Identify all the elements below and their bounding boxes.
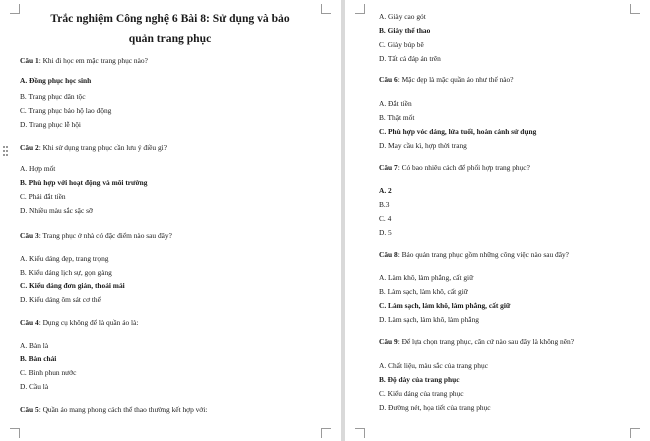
answer-correct: B. Bàn chải	[20, 354, 57, 363]
answer-correct: C. Làm sạch, làm khô, làm phẳng, cất giữ	[379, 301, 511, 310]
crop-mark	[355, 428, 365, 438]
answer-option: B. Kiểu dáng lịch sự, gọn gàng	[20, 268, 112, 277]
answer-option: D. Kiểu dáng ôm sát cơ thể	[20, 295, 101, 304]
answer-option: B. Trang phục dân tộc	[20, 92, 86, 101]
answer-correct: A. Đồng phục học sinh	[20, 76, 92, 85]
crop-mark	[10, 428, 20, 438]
answer-option: C. Trang phục bảo hộ lao động	[20, 106, 112, 115]
answer-correct: B. Độ dày của trang phục	[379, 375, 460, 384]
answer-option: C. Phải đắt tiền	[20, 192, 66, 201]
answer-option: D. Trang phục lễ hội	[20, 120, 81, 129]
answer-option: A. Chất liệu, màu sắc của trang phục	[379, 361, 488, 370]
question-7: Câu 7: Có bao nhiêu cách để phối hợp trang phục?	[379, 163, 530, 172]
answer-option: D. Đường nét, họa tiết của trang phục	[379, 403, 491, 412]
answer-option: A. Hợp mốt	[20, 164, 56, 173]
document-page-right	[345, 0, 650, 441]
answer-option: C. Bình phun nước	[20, 368, 77, 377]
crop-mark	[321, 4, 331, 14]
answer-option: D. May cầu kì, hợp thời trang	[379, 141, 467, 150]
drag-handle-icon[interactable]	[3, 146, 9, 156]
answer-option: D. Tất cả đáp án trên	[379, 54, 441, 63]
answer-option: A. Kiểu dáng đẹp, trang trọng	[20, 254, 109, 263]
crop-mark	[630, 428, 640, 438]
answer-option: B. Thật mốt	[379, 113, 415, 122]
answer-correct: A. 2	[379, 186, 392, 195]
answer-option: D. Cầu là	[20, 382, 49, 391]
question-2: Câu 2: Khi sử dụng trang phục cần lưu ý điều gì?	[20, 143, 167, 152]
question-1: Câu 1: Khi đi học em mặc trang phục nào?	[20, 56, 148, 65]
doc-title-line-2: quản trang phục	[128, 32, 212, 45]
crop-mark	[321, 428, 331, 438]
answer-correct: C. Phù hợp vóc dáng, lứa tuổi, hoàn cảnh sử dụng	[379, 127, 537, 136]
answer-option: C. Kiểu dáng của trang phục	[379, 389, 464, 398]
answer-correct: C. Kiểu dáng đơn giản, thoải mái	[20, 281, 125, 290]
crop-mark	[10, 4, 20, 14]
answer-correct: B. Giày thể thao	[379, 26, 431, 35]
answer-option: D. Nhiều màu sắc sặc sỡ	[20, 206, 93, 215]
answer-option: B. Làm sạch, làm khô, cất giữ	[379, 287, 468, 296]
answer-option: B.3	[379, 200, 390, 209]
answer-option: C. Giày búp bê	[379, 40, 424, 49]
answer-option: A. Bàn là	[20, 341, 49, 350]
question-9: Câu 9: Để lựa chọn trang phục, căn cứ nào sau đây là không nên?	[379, 337, 574, 346]
answer-option: A. Làm khô, làm phẳng, cất giữ	[379, 273, 474, 282]
question-5: Câu 5: Quần áo mang phong cách thể thao thường kết hợp với:	[20, 405, 208, 414]
crop-mark	[355, 4, 365, 14]
question-3: Câu 3: Trang phục ở nhà có đặc điểm nào sau đây?	[20, 231, 172, 240]
answer-option: D. Làm sạch, làm khô, làm phẳng	[379, 315, 479, 324]
answer-option: C. 4	[379, 214, 392, 223]
answer-option: A. Giày cao gót	[379, 12, 426, 21]
answer-option: D. 5	[379, 228, 392, 237]
question-6: Câu 6: Mặc đẹp là mặc quần áo như thế nào?	[379, 75, 514, 84]
question-8: Câu 8: Bảo quản trang phục gồm những công việc nào sau đây?	[379, 250, 569, 259]
answer-option: A. Đắt tiền	[379, 99, 412, 108]
question-4: Câu 4: Dụng cụ không để là quần áo là:	[20, 318, 139, 327]
doc-title-line-1: Trắc nghiệm Công nghệ 6 Bài 8: Sử dụng và bảo	[50, 12, 290, 25]
crop-mark	[630, 4, 640, 14]
answer-correct: B. Phù hợp với hoạt động và môi trường	[20, 178, 148, 187]
